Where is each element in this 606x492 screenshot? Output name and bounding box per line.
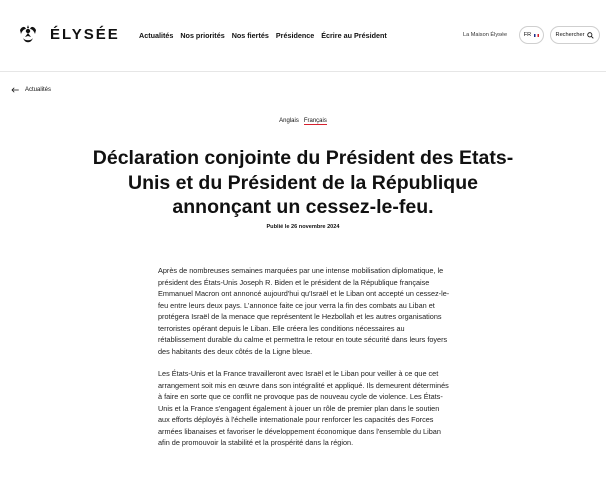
nav-item-actualites[interactable]: Actualités — [139, 31, 174, 40]
search-label: Rechercher — [555, 32, 585, 38]
nav-item-presidence[interactable]: Présidence — [275, 31, 315, 40]
french-flag-icon — [534, 34, 539, 37]
language-option-french[interactable]: Français — [303, 118, 327, 124]
search-icon — [587, 32, 594, 39]
maison-elysee-link[interactable]: La Maison Élysée — [463, 32, 508, 38]
language-option-english[interactable]: Anglais — [279, 118, 299, 124]
nav-item-ecrire[interactable]: Écrire au Président — [321, 31, 387, 40]
language-selector[interactable] — [519, 26, 544, 44]
article-body — [158, 265, 452, 460]
search-button[interactable] — [550, 26, 600, 44]
main-nav — [139, 31, 394, 40]
site-header — [0, 0, 606, 72]
language-label: FR — [523, 32, 532, 38]
elysee-emblem-icon — [16, 22, 40, 46]
arrow-left-icon — [11, 87, 19, 93]
nav-item-priorites[interactable]: Nos priorités — [180, 31, 225, 40]
nav-item-fiertes[interactable]: Nos fiertés — [231, 31, 269, 40]
back-link[interactable] — [11, 87, 51, 93]
back-link-label: Actualités — [25, 87, 52, 93]
article-paragraph: Après de nombreuses semaines marquées par une intense mobilisation diplomatique, le président des États-Unis Joseph R. Biden et le président de la République française Emmanuel Macron ont annoncé aujourd'hui qu'Israël et le Liban ont accepté un cessez-le-feu entre leurs deux pays. L'annonce faite ce jour verra la fin des combats au Liban et protégera Israël de la menace que représentent le Hezbollah et les autres organisations terroristes opérant depuis le Liban. Elle créera les conditions nécessaires au rétablissement durable du calme et permettra le retour en toute sécurité dans leurs foyers des habitants des deux côtés de la Ligne bleue. — [158, 266, 450, 356]
logo-text: ÉLYSÉE — [50, 25, 120, 43]
site-logo[interactable] — [16, 22, 120, 46]
publication-date: Publié le 26 novembre 2024 — [266, 224, 340, 230]
article-paragraph: Les États-Unis et la France travailleront avec Israël et le Liban pour veiller à ce que cet arrangement soit mis en œuvre dans son intégralité et appliqué. Ils demeurent déterminés à faire en sorte que ce conflit ne provoque pas de nouveau cycle de violence. Les États-Unis et la France s'engagent également à jouer un rôle de premier plan dans le soutien aux efforts déployés à l'échelle internationale pour renforcer les capacités des Forces armées libanaises et favoriser le développement économique dans l'ensemble du Liban afin de promouvoir la stabilité et la prospérité dans la région. — [158, 369, 449, 447]
article-title: Déclaration conjointe du Président des Etats-Unis et du Président de la République annonçant un cessez-le-feu. — [92, 147, 514, 218]
article-language-switch — [0, 118, 606, 125]
